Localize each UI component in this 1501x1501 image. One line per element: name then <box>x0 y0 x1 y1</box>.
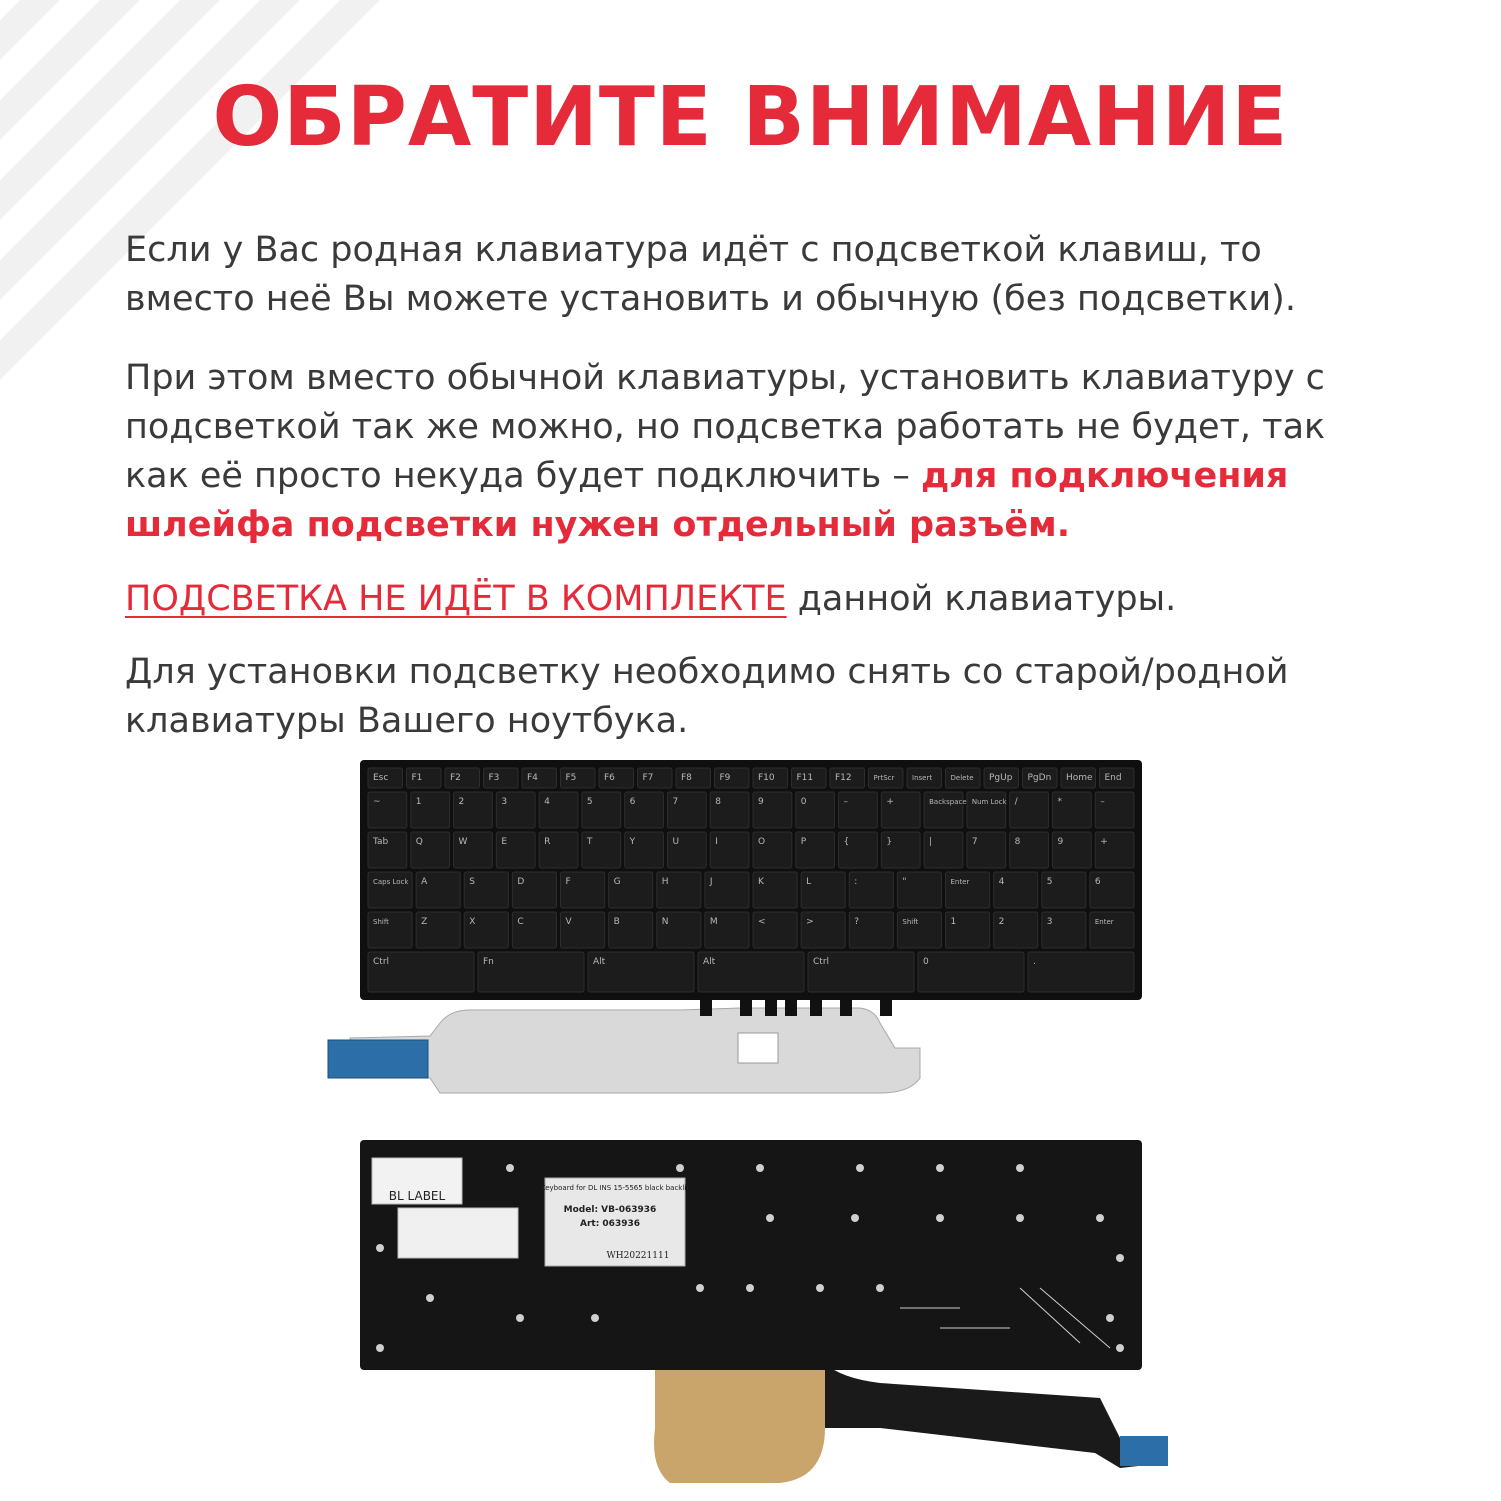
keyboard-key-label: A <box>421 877 428 887</box>
keyboard-key-label: F10 <box>758 773 775 783</box>
sticker-model: Model: VB-063936 <box>563 1205 657 1215</box>
keyboard-key-label: F12 <box>835 773 852 783</box>
page-title: ОБРАТИТЕ ВНИМАНИЕ <box>212 70 1289 165</box>
screw-hole <box>1116 1344 1124 1352</box>
keyboard-key-label: T <box>586 837 593 847</box>
keyboard-key-label: C <box>517 917 524 927</box>
keyboard-key-label: Caps Lock <box>373 878 409 886</box>
keyboard-key-label: Fn <box>483 957 494 967</box>
keyboard-key-label: 2 <box>458 797 465 807</box>
keyboard-key-label: J <box>709 877 713 887</box>
screw-hole <box>1096 1214 1104 1222</box>
emphasis-text: для подключения шлейфа подсветки нужен отдельный разъём. <box>125 456 1289 545</box>
keyboard-key <box>918 952 1024 992</box>
keyboard-key-label: + <box>1100 837 1108 847</box>
screw-hole <box>876 1284 884 1292</box>
sticker-art: Art: 063936 <box>579 1219 641 1229</box>
keyboard-key-label: M <box>709 917 718 927</box>
screw-hole <box>696 1284 704 1292</box>
keyboard-key-label: Tab <box>373 837 389 847</box>
keyboard-front-image <box>320 748 1180 1118</box>
screw-hole <box>516 1314 524 1322</box>
screw-hole <box>1016 1214 1024 1222</box>
paragraph-text: При этом вместо обычной клавиатуры, установить клавиатуру с подсветкой так же можно, но подсветка работать не будет, так как её просто некуда будет подключить – <box>125 358 1326 496</box>
keyboard-key-label: Enter <box>950 878 970 886</box>
keyboard-key-label: " <box>902 877 907 887</box>
keyboard-key-label: Q <box>415 837 423 847</box>
keyboard-key-label: Shift <box>373 918 389 926</box>
keyboard-key-label: Delete <box>950 774 974 782</box>
keyboard-key-label: < <box>758 917 766 927</box>
screw-hole <box>766 1214 774 1222</box>
screw-hole <box>936 1214 944 1222</box>
keyboard-key-label: 7 <box>971 837 978 847</box>
screw-hole <box>851 1214 859 1222</box>
keyboard-key-label: – <box>1100 797 1105 807</box>
keyboard-back-image <box>320 1128 1180 1498</box>
keyboard-key-label: W <box>458 837 468 847</box>
keyboard-key-label: * <box>1057 797 1062 807</box>
keyboard-key-label: Z <box>421 917 428 927</box>
screw-hole <box>506 1164 514 1172</box>
keyboard-key-label: F11 <box>796 773 814 783</box>
keyboard-key-label: S <box>469 877 475 887</box>
keyboard-key-label: 5 <box>1046 877 1053 887</box>
keyboard-key-label: } <box>886 837 893 847</box>
keyboard-key-label: Shift <box>902 918 919 926</box>
bl-label-text: BL LABEL <box>388 1189 446 1203</box>
keyboard-key-label: G <box>613 877 621 887</box>
keyboard-key-label: 1 <box>950 917 957 927</box>
keyboard-key-label: Esc <box>373 773 389 783</box>
screw-hole <box>936 1164 944 1172</box>
keyboard-key-label: L <box>806 877 812 887</box>
keyboard-key-label: F5 <box>565 773 577 783</box>
keyboard-key-label: 1 <box>415 797 422 807</box>
screw-hole <box>1016 1164 1024 1172</box>
keyboard-key-label: > <box>806 917 814 927</box>
screw-hole <box>676 1164 684 1172</box>
keyboard-key-label: 6 <box>629 797 636 807</box>
keyboard-key-label: + <box>886 797 894 807</box>
keyboard-key-label: F <box>565 877 571 887</box>
keyboard-key-label: F4 <box>527 773 538 783</box>
keyboard-key-label: X <box>469 917 476 927</box>
keyboard-key-label: 8 <box>1014 837 1021 847</box>
keyboard-key-label: Num Lock <box>971 798 1007 806</box>
screw-hole <box>1116 1254 1124 1262</box>
keyboard-key-label: I <box>715 837 718 847</box>
keyboard-key-label: 9 <box>758 797 764 807</box>
screw-hole <box>816 1284 824 1292</box>
keyboard-key-label: Alt <box>703 957 716 967</box>
keyboard-key-label: End <box>1104 773 1122 783</box>
keyboard-key-label: Backspace <box>929 798 967 806</box>
keyboard-key-label: F8 <box>681 773 692 783</box>
paragraph-backlit-compatibility: Если у Вас родная клавиатура идёт с подсветкой клавиш, то вместо неё Вы можете установить и обычную (без подсветки). <box>125 230 1296 319</box>
keyboard-key-label: 5 <box>586 797 593 807</box>
keyboard-key-label: ~ <box>373 797 381 807</box>
keyboard-key-label: Ctrl <box>373 957 390 967</box>
keyboard-key-label: 3 <box>1046 917 1053 927</box>
keyboard-key-label: Ctrl <box>813 957 830 967</box>
keyboard-key-label: Y <box>629 837 636 847</box>
keyboard-key-label: 8 <box>715 797 721 807</box>
screw-hole <box>746 1284 754 1292</box>
keyboard-key-label: F7 <box>642 773 654 783</box>
keyboard-key-label: O <box>758 837 766 847</box>
keyboard-key-label: Enter <box>1094 918 1114 926</box>
paragraph-installation-note: Для установки подсветку необходимо снять со старой/родной клавиатуры Вашего ноутбука. <box>125 652 1289 741</box>
keyboard-key-label: F6 <box>604 773 615 783</box>
keyboard-key-label: N <box>661 917 669 927</box>
keyboard-key-label: H <box>661 877 669 887</box>
keyboard-key <box>478 952 584 992</box>
keyboard-key-label: 6 <box>1094 877 1101 887</box>
paragraph-not-included <box>125 575 1395 624</box>
keyboard-key-label: U <box>672 837 680 847</box>
underlined-warning: ПОДСВЕТКА НЕ ИДЁТ В КОМПЛЕКТЕ <box>125 579 787 619</box>
screw-hole <box>756 1164 764 1172</box>
screw-hole <box>1106 1314 1114 1322</box>
keyboard-key-label: ? <box>854 917 860 927</box>
keyboard-key-label: R <box>544 837 551 847</box>
keyboard-key-label: F1 <box>411 773 423 783</box>
keyboard-key-label: B <box>613 917 620 927</box>
keyboard-key-label: 3 <box>501 797 508 807</box>
keyboard-key-label: / <box>1014 797 1018 807</box>
keyboard-key-label: . <box>1033 957 1036 967</box>
keyboard-key-label: V <box>565 917 572 927</box>
screw-hole <box>856 1164 864 1172</box>
keyboard-key-label: K <box>758 877 764 887</box>
keyboard-key-label: Insert <box>912 774 933 782</box>
keyboard-key-label: F2 <box>450 773 461 783</box>
screw-hole <box>376 1244 384 1252</box>
keyboard-key-label: 9 <box>1057 837 1064 847</box>
keyboard-key-label: PgDn <box>1027 773 1052 783</box>
keyboard-key-label: 4 <box>544 797 550 807</box>
keyboard-key-label: F9 <box>719 773 731 783</box>
keyboard-key-label: Alt <box>593 957 606 967</box>
keyboard-key-label: E <box>501 837 508 847</box>
keyboard-key <box>1028 952 1134 992</box>
keyboard-key-label: 2 <box>998 917 1005 927</box>
keyboard-key-label: D <box>517 877 525 887</box>
sticker-code: WH20221111 <box>606 1251 670 1261</box>
keyboard-key-label: 0 <box>923 957 929 967</box>
keyboard-key-label: PrtScr <box>873 774 895 782</box>
keyboard-key-label: P <box>800 837 807 847</box>
screw-hole <box>426 1294 434 1302</box>
keyboard-key-label: 4 <box>998 877 1005 887</box>
keyboard-key-label: Home <box>1066 773 1093 783</box>
keyboard-key-label: 0 <box>800 797 807 807</box>
keyboard-key-label: – <box>843 797 849 807</box>
screw-hole <box>376 1344 384 1352</box>
paragraph-backlit-connection <box>125 354 1395 550</box>
keyboard-key-label: : <box>854 877 858 887</box>
keyboard-key-label: PgUp <box>989 773 1013 783</box>
keyboard-key-label: 7 <box>672 797 679 807</box>
screw-hole <box>591 1314 599 1322</box>
sticker-title: Keyboard for DL INS 15-5565 black backlit <box>540 1184 690 1192</box>
keyboard-key-label: { <box>843 837 850 847</box>
paragraph-text: данной клавиатуры. <box>786 579 1177 619</box>
keyboard-key-label: F3 <box>488 773 500 783</box>
keyboard-key-label: | <box>929 837 933 847</box>
